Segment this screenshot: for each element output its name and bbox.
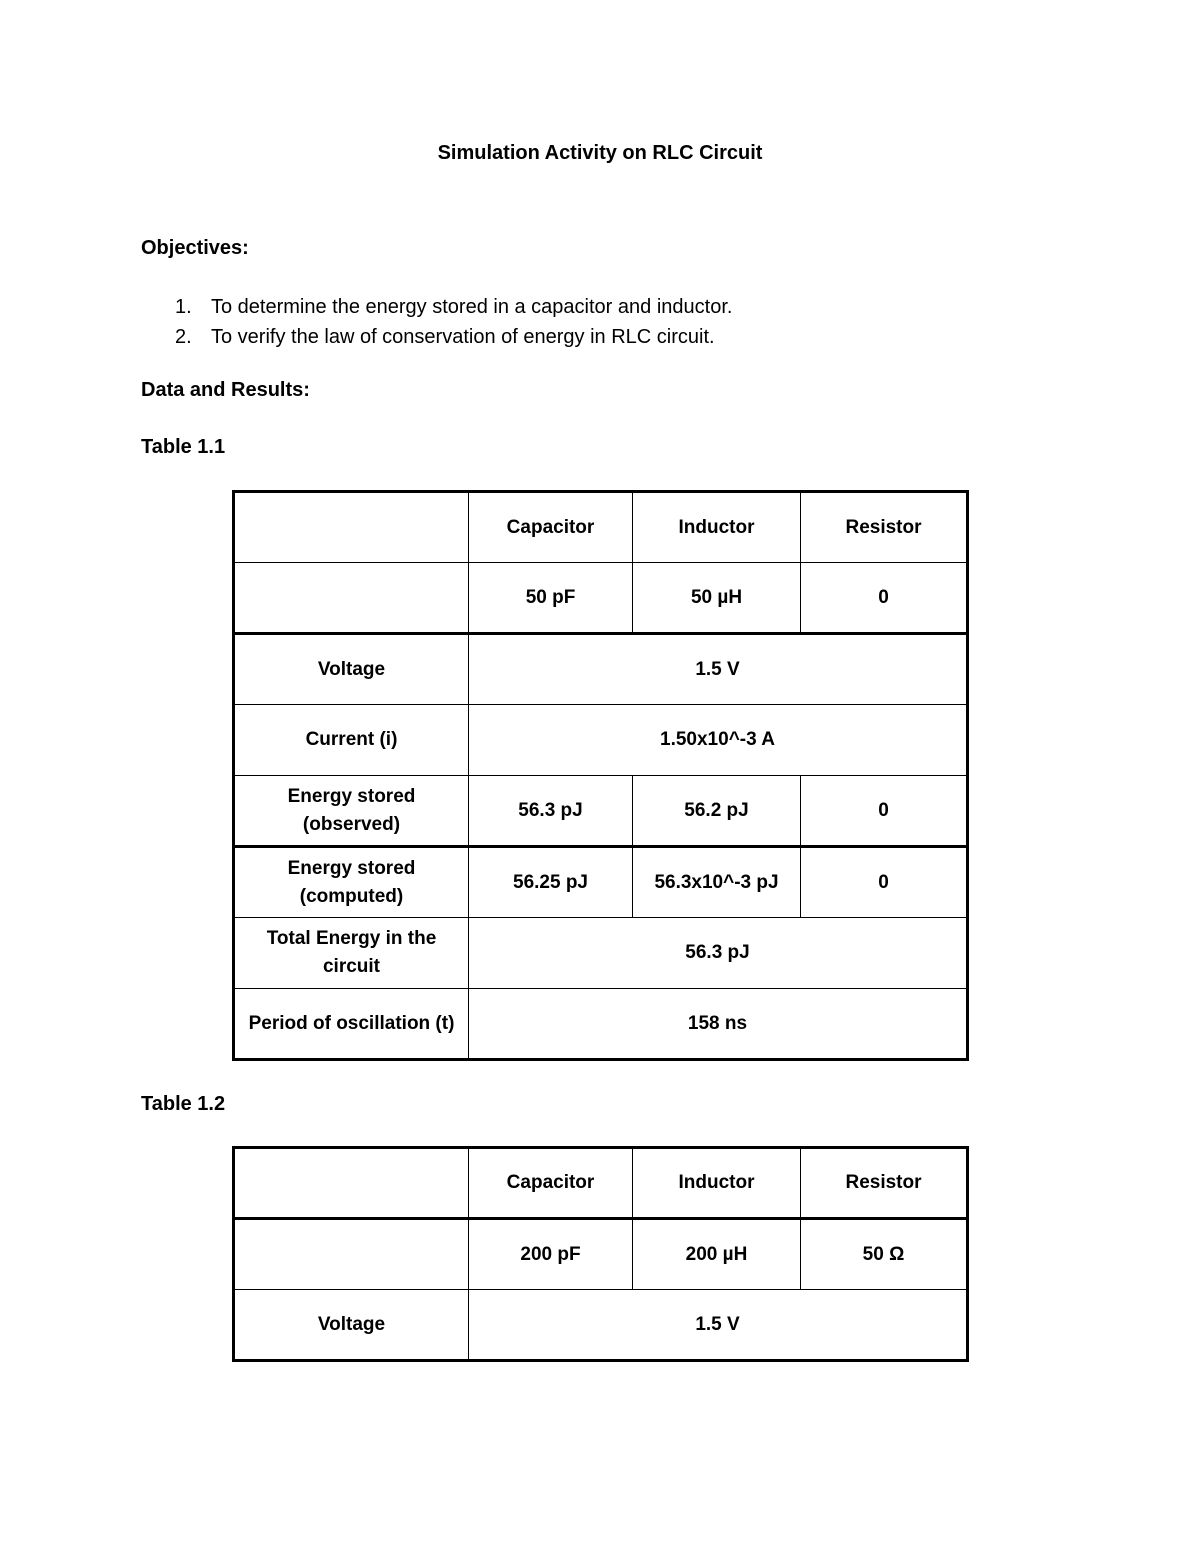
- objective-number: 2.: [175, 326, 192, 348]
- table2-caption: Table 1.2: [141, 1093, 226, 1115]
- capacitor-energy-observed: 56.3 pJ: [469, 776, 633, 847]
- row-label: Energy stored (computed): [234, 847, 469, 918]
- inductor-energy-observed: 56.2 pJ: [633, 776, 801, 847]
- objective-item: [141, 292, 732, 322]
- table-row: [234, 1290, 968, 1361]
- resistor-value: 50 Ω: [801, 1219, 968, 1290]
- table-cell: [234, 492, 469, 563]
- capacitor-energy-computed: 56.25 pJ: [469, 847, 633, 918]
- table-cell: [234, 1148, 469, 1219]
- capacitor-value: 200 pF: [469, 1219, 633, 1290]
- objective-number: 1.: [175, 296, 192, 318]
- table-row: [234, 705, 968, 776]
- table-row: [234, 492, 968, 563]
- table-row: [234, 634, 968, 705]
- current-value: 1.50x10^-3 A: [469, 705, 968, 776]
- objectives-heading: Objectives:: [141, 237, 249, 259]
- table-cell: [234, 1219, 469, 1290]
- row-label: Current (i): [234, 705, 469, 776]
- table1-caption: Table 1.1: [141, 436, 226, 458]
- row-label: Energy stored (observed): [234, 776, 469, 847]
- resistor-energy-observed: 0: [801, 776, 968, 847]
- inductor-value: 200 µH: [633, 1219, 801, 1290]
- table-row: [234, 1148, 968, 1219]
- header-resistor: Resistor: [801, 492, 968, 563]
- document-title: Simulation Activity on RLC Circuit: [437, 142, 763, 164]
- objective-text: To determine the energy stored in a capacitor and inductor.: [211, 296, 733, 318]
- row-label: Voltage: [234, 634, 469, 705]
- resistor-energy-computed: 0: [801, 847, 968, 918]
- inductor-value: 50 µH: [633, 563, 801, 634]
- row-label: Period of oscillation (t): [234, 989, 469, 1060]
- row-label: Voltage: [234, 1290, 469, 1361]
- objectives-list: [141, 292, 732, 352]
- table-row: [234, 563, 968, 634]
- period-value: 158 ns: [469, 989, 968, 1060]
- objective-item: [141, 322, 732, 352]
- table-row: [234, 1219, 968, 1290]
- objective-text: To verify the law of conservation of energy in RLC circuit.: [211, 326, 715, 348]
- voltage-value: 1.5 V: [469, 1290, 968, 1361]
- table-row: [234, 776, 968, 847]
- table-row: [234, 918, 968, 989]
- table-cell: [234, 563, 469, 634]
- resistor-value: 0: [801, 563, 968, 634]
- voltage-value: 1.5 V: [469, 634, 968, 705]
- header-capacitor: Capacitor: [469, 492, 633, 563]
- inductor-energy-computed: 56.3x10^-3 pJ: [633, 847, 801, 918]
- header-inductor: Inductor: [633, 492, 801, 563]
- table-1-1: [232, 490, 969, 1061]
- capacitor-value: 50 pF: [469, 563, 633, 634]
- total-energy-value: 56.3 pJ: [469, 918, 968, 989]
- table-row: [234, 989, 968, 1060]
- header-inductor: Inductor: [633, 1148, 801, 1219]
- header-capacitor: Capacitor: [469, 1148, 633, 1219]
- table-row: [234, 847, 968, 918]
- table-1-2: [232, 1146, 969, 1362]
- row-label: Total Energy in the circuit: [234, 918, 469, 989]
- header-resistor: Resistor: [801, 1148, 968, 1219]
- data-results-heading: Data and Results:: [141, 379, 310, 401]
